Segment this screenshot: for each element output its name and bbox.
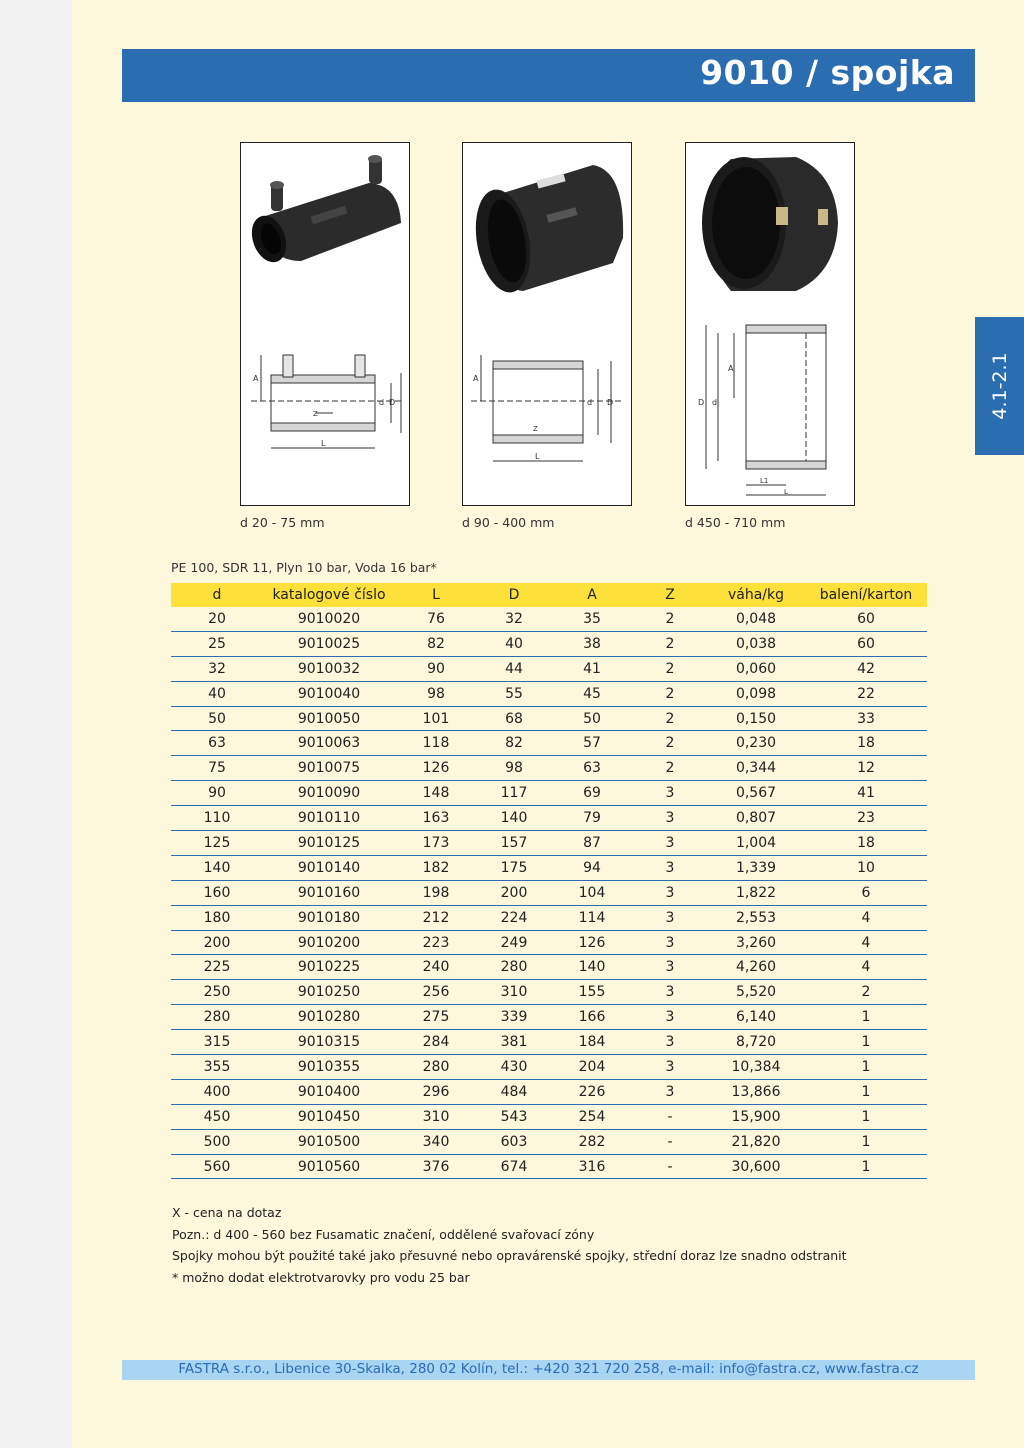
table-cell: 9010050 (263, 706, 395, 731)
figure-caption: d 20 - 75 mm (240, 515, 325, 530)
dim-label-D: D (698, 398, 705, 407)
table-row (171, 905, 927, 930)
table-cell: 13,866 (707, 1079, 805, 1104)
table-cell: 226 (551, 1079, 633, 1104)
table-cell: 0,567 (707, 781, 805, 806)
table-cell: 30,600 (707, 1154, 805, 1179)
table-cell: 9010160 (263, 880, 395, 905)
table-cell: 155 (551, 980, 633, 1005)
figure-caption: d 90 - 400 mm (462, 515, 555, 530)
table-cell: 9010110 (263, 806, 395, 831)
table-cell: 1 (805, 1079, 927, 1104)
table-cell: 249 (477, 930, 551, 955)
table-cell: 4 (805, 930, 927, 955)
table-cell: 38 (551, 631, 633, 656)
product-figure-large (685, 142, 855, 506)
table-cell: 9010025 (263, 631, 395, 656)
dim-label-A: A (473, 374, 479, 383)
section-tab-label: 4.1-2.1 (988, 352, 1011, 420)
table-cell: 63 (551, 756, 633, 781)
table-cell: 339 (477, 1005, 551, 1030)
footer-contact: FASTRA s.r.o., Libenice 30-Skalka, 280 02 Kolín, tel.: +420 321 720 258, e-mail: info@fastra.cz, www.fastra.cz (178, 1361, 919, 1377)
dim-label-d: d (712, 398, 718, 407)
table-cell: 450 (171, 1104, 263, 1129)
table-cell: 9010250 (263, 980, 395, 1005)
table-cell: 2 (633, 607, 707, 631)
dim-label-D: D (389, 398, 396, 407)
table-cell: 114 (551, 905, 633, 930)
table-cell: 2 (633, 631, 707, 656)
table-cell: 1 (805, 1055, 927, 1080)
table-row (171, 930, 927, 955)
table-cell: 0,048 (707, 607, 805, 631)
table-cell: 18 (805, 731, 927, 756)
table-cell: 3 (633, 806, 707, 831)
table-row (171, 706, 927, 731)
table-cell: 3 (633, 880, 707, 905)
table-cell: 9010020 (263, 607, 395, 631)
table-cell: 45 (551, 681, 633, 706)
table-cell: 280 (171, 1005, 263, 1030)
coupler-photo-medium (468, 165, 623, 297)
table-cell: 6 (805, 880, 927, 905)
table-cell: 1,822 (707, 880, 805, 905)
table-row (171, 1154, 927, 1179)
table-cell: 543 (477, 1104, 551, 1129)
table-cell: 674 (477, 1154, 551, 1179)
table-row (171, 656, 927, 681)
table-cell: 79 (551, 806, 633, 831)
left-margin-strip (0, 0, 72, 1448)
table-cell: 198 (395, 880, 477, 905)
dim-label-Z: Z (533, 425, 538, 433)
table-cell: 68 (477, 706, 551, 731)
table-cell: 60 (805, 607, 927, 631)
table-cell: 1 (805, 1129, 927, 1154)
table-row (171, 631, 927, 656)
table-cell: 104 (551, 880, 633, 905)
table-row (171, 955, 927, 980)
notes-section (172, 1202, 847, 1288)
table-cell: 3 (633, 831, 707, 856)
table-cell: 9010200 (263, 930, 395, 955)
table-cell: 20 (171, 607, 263, 631)
dim-label-d: d (587, 398, 593, 407)
table-cell: 9010450 (263, 1104, 395, 1129)
table-cell: 63 (171, 731, 263, 756)
table-cell: 0,060 (707, 656, 805, 681)
table-cell: 0,150 (707, 706, 805, 731)
table-cell: 126 (395, 756, 477, 781)
table-cell: 240 (395, 955, 477, 980)
table-cell: 44 (477, 656, 551, 681)
table-cell: 310 (477, 980, 551, 1005)
note-fusamatic: Pozn.: d 400 - 560 bez Fusamatic značení, oddělené svařovací zóny (172, 1226, 595, 1242)
footer-bar (122, 1360, 975, 1380)
table-cell: 22 (805, 681, 927, 706)
table-cell: 225 (171, 955, 263, 980)
table-cell: 3 (633, 855, 707, 880)
table-cell: 157 (477, 831, 551, 856)
table-cell: 60 (805, 631, 927, 656)
table-cell: - (633, 1129, 707, 1154)
table-cell: 204 (551, 1055, 633, 1080)
table-cell: 15,900 (707, 1104, 805, 1129)
dim-label-L: L (535, 452, 540, 461)
table-cell: 50 (551, 706, 633, 731)
table-row (171, 880, 927, 905)
table-cell: 76 (395, 607, 477, 631)
dim-label-L: L (321, 439, 326, 448)
table-cell: 430 (477, 1055, 551, 1080)
table-cell: 2 (633, 706, 707, 731)
table-cell: 1 (805, 1030, 927, 1055)
table-cell: 18 (805, 831, 927, 856)
table-cell: 175 (477, 855, 551, 880)
dim-label-d: d (379, 398, 385, 407)
technical-drawing-medium (471, 355, 623, 461)
table-cell: 21,820 (707, 1129, 805, 1154)
table-cell: 82 (395, 631, 477, 656)
table-cell: 98 (477, 756, 551, 781)
table-cell: 315 (171, 1030, 263, 1055)
table-cell: 2 (633, 731, 707, 756)
table-row (171, 831, 927, 856)
table-cell: 355 (171, 1055, 263, 1080)
table-cell: 33 (805, 706, 927, 731)
note-water-25bar: * možno dodat elektrotvarovky pro vodu 25 bar (172, 1269, 470, 1285)
table-row (171, 1005, 927, 1030)
table-cell: 69 (551, 781, 633, 806)
table-cell: 9010500 (263, 1129, 395, 1154)
table-row (171, 681, 927, 706)
column-header-L: L (395, 583, 477, 607)
table-cell: 41 (805, 781, 927, 806)
dim-label-A: A (728, 364, 734, 373)
table-cell: 0,038 (707, 631, 805, 656)
table-row (171, 980, 927, 1005)
table-cell: 25 (171, 631, 263, 656)
dim-label-Z: Z (313, 410, 318, 418)
table-cell: 1 (805, 1154, 927, 1179)
table-cell: 41 (551, 656, 633, 681)
note-price-on-request: X - cena na dotaz (172, 1205, 282, 1220)
header-bar (122, 49, 975, 102)
dim-label-D: D (607, 398, 614, 407)
table-cell: 9010355 (263, 1055, 395, 1080)
column-header-Z: Z (633, 583, 707, 607)
table-cell: 9010075 (263, 756, 395, 781)
table-cell: 184 (551, 1030, 633, 1055)
table-cell: 256 (395, 980, 477, 1005)
table-cell: 90 (171, 781, 263, 806)
figure-caption: d 450 - 710 mm (685, 515, 786, 530)
table-row (171, 855, 927, 880)
table-cell: 173 (395, 831, 477, 856)
table-cell: 9010140 (263, 855, 395, 880)
table-cell: 9010315 (263, 1030, 395, 1055)
table-cell: 9010040 (263, 681, 395, 706)
table-cell: 90 (395, 656, 477, 681)
table-row (171, 731, 927, 756)
table-cell: 3 (633, 905, 707, 930)
table-cell: 5,520 (707, 980, 805, 1005)
table-cell: 316 (551, 1154, 633, 1179)
table-cell: 82 (477, 731, 551, 756)
table-cell: 110 (171, 806, 263, 831)
column-header-D: D (477, 583, 551, 607)
product-table (171, 583, 927, 1179)
table-row (171, 806, 927, 831)
table-cell: 0,344 (707, 756, 805, 781)
table-cell: 1,339 (707, 855, 805, 880)
table-cell: 140 (171, 855, 263, 880)
table-cell: 42 (805, 656, 927, 681)
table-body (171, 607, 927, 1179)
table-cell: 9010225 (263, 955, 395, 980)
table-cell: 296 (395, 1079, 477, 1104)
table-cell: 9010063 (263, 731, 395, 756)
table-cell: 603 (477, 1129, 551, 1154)
table-cell: 3,260 (707, 930, 805, 955)
table-cell: 200 (171, 930, 263, 955)
page-title: 9010 / spojka (700, 53, 955, 92)
table-cell: 9010560 (263, 1154, 395, 1179)
table-cell: 3 (633, 1079, 707, 1104)
table-cell: 160 (171, 880, 263, 905)
table-cell: 9010090 (263, 781, 395, 806)
table-cell: 1,004 (707, 831, 805, 856)
table-cell: 275 (395, 1005, 477, 1030)
column-header-A: A (551, 583, 633, 607)
table-cell: 250 (171, 980, 263, 1005)
table-cell: 3 (633, 980, 707, 1005)
column-header-weight: váha/kg (707, 583, 805, 607)
table-cell: 3 (633, 930, 707, 955)
table-cell: - (633, 1154, 707, 1179)
table-cell: 3 (633, 955, 707, 980)
table-cell: 50 (171, 706, 263, 731)
column-header-catalog-number: katalogové číslo (263, 583, 395, 607)
table-cell: 4 (805, 905, 927, 930)
table-cell: 1 (805, 1005, 927, 1030)
table-row (171, 781, 927, 806)
table-cell: 140 (477, 806, 551, 831)
table-cell: 340 (395, 1129, 477, 1154)
table-cell: 166 (551, 1005, 633, 1030)
table-cell: 1 (805, 1104, 927, 1129)
table-cell: 55 (477, 681, 551, 706)
table-cell: 12 (805, 756, 927, 781)
section-tab (975, 317, 1024, 455)
table-cell: 23 (805, 806, 927, 831)
table-cell: 560 (171, 1154, 263, 1179)
table-cell: 35 (551, 607, 633, 631)
table-row (171, 607, 927, 631)
table-cell: 2 (805, 980, 927, 1005)
table-header-row (171, 583, 927, 607)
table-cell: 118 (395, 731, 477, 756)
table-cell: 224 (477, 905, 551, 930)
table-cell: 4 (805, 955, 927, 980)
table-cell: 381 (477, 1030, 551, 1055)
table-cell: 500 (171, 1129, 263, 1154)
table-cell: 2 (633, 681, 707, 706)
table-cell: 75 (171, 756, 263, 781)
column-header-packaging: balení/karton (805, 583, 927, 607)
table-cell: 0,098 (707, 681, 805, 706)
note-usage: Spojky mohou být použité také jako přesuvné nebo opravárenské spojky, střední doraz lze snadno odstranit (172, 1248, 847, 1263)
table-cell: 40 (171, 681, 263, 706)
table-cell: 9010032 (263, 656, 395, 681)
table-cell: - (633, 1104, 707, 1129)
table-cell: 10,384 (707, 1055, 805, 1080)
table-cell: 212 (395, 905, 477, 930)
table-cell: 2 (633, 756, 707, 781)
column-header-d: d (171, 583, 263, 607)
table-cell: 3 (633, 1055, 707, 1080)
dim-label-L1: L1 (760, 477, 769, 485)
table-cell: 9010125 (263, 831, 395, 856)
table-cell: 163 (395, 806, 477, 831)
table-cell: 148 (395, 781, 477, 806)
table-cell: 3 (633, 781, 707, 806)
table-cell: 125 (171, 831, 263, 856)
table-cell: 101 (395, 706, 477, 731)
table-cell: 98 (395, 681, 477, 706)
table-cell: 0,230 (707, 731, 805, 756)
table-cell: 280 (477, 955, 551, 980)
product-figure-small (240, 142, 410, 506)
table-cell: 484 (477, 1079, 551, 1104)
table-cell: 9010400 (263, 1079, 395, 1104)
product-figure-medium (462, 142, 632, 506)
table-cell: 0,807 (707, 806, 805, 831)
table-cell: 87 (551, 831, 633, 856)
coupler-photo-large (702, 157, 838, 291)
table-cell: 117 (477, 781, 551, 806)
table-row (171, 1104, 927, 1129)
table-cell: 94 (551, 855, 633, 880)
table-row (171, 1079, 927, 1104)
table-cell: 2,553 (707, 905, 805, 930)
table-row (171, 1055, 927, 1080)
table-cell: 182 (395, 855, 477, 880)
table-cell: 200 (477, 880, 551, 905)
table-cell: 280 (395, 1055, 477, 1080)
table-cell: 57 (551, 731, 633, 756)
table-row (171, 1129, 927, 1154)
table-cell: 180 (171, 905, 263, 930)
dim-label-A: A (253, 374, 259, 383)
table-cell: 140 (551, 955, 633, 980)
dim-label-L: L (784, 488, 788, 496)
table-cell: 254 (551, 1104, 633, 1129)
table-cell: 223 (395, 930, 477, 955)
table-cell: 284 (395, 1030, 477, 1055)
table-cell: 126 (551, 930, 633, 955)
material-spec: PE 100, SDR 11, Plyn 10 bar, Voda 16 bar* (171, 560, 437, 575)
table-cell: 400 (171, 1079, 263, 1104)
table-cell: 10 (805, 855, 927, 880)
table-cell: 282 (551, 1129, 633, 1154)
table-cell: 40 (477, 631, 551, 656)
table-cell: 9010180 (263, 905, 395, 930)
table-cell: 32 (171, 656, 263, 681)
table-cell: 4,260 (707, 955, 805, 980)
table-cell: 310 (395, 1104, 477, 1129)
table-cell: 8,720 (707, 1030, 805, 1055)
coupler-photo-small (246, 155, 401, 267)
table-cell: 9010280 (263, 1005, 395, 1030)
table-row (171, 1030, 927, 1055)
technical-drawing-large (706, 325, 826, 495)
table-cell: 6,140 (707, 1005, 805, 1030)
table-row (171, 756, 927, 781)
table-cell: 3 (633, 1005, 707, 1030)
table-cell: 3 (633, 1030, 707, 1055)
table-cell: 2 (633, 656, 707, 681)
table-cell: 376 (395, 1154, 477, 1179)
table-cell: 32 (477, 607, 551, 631)
